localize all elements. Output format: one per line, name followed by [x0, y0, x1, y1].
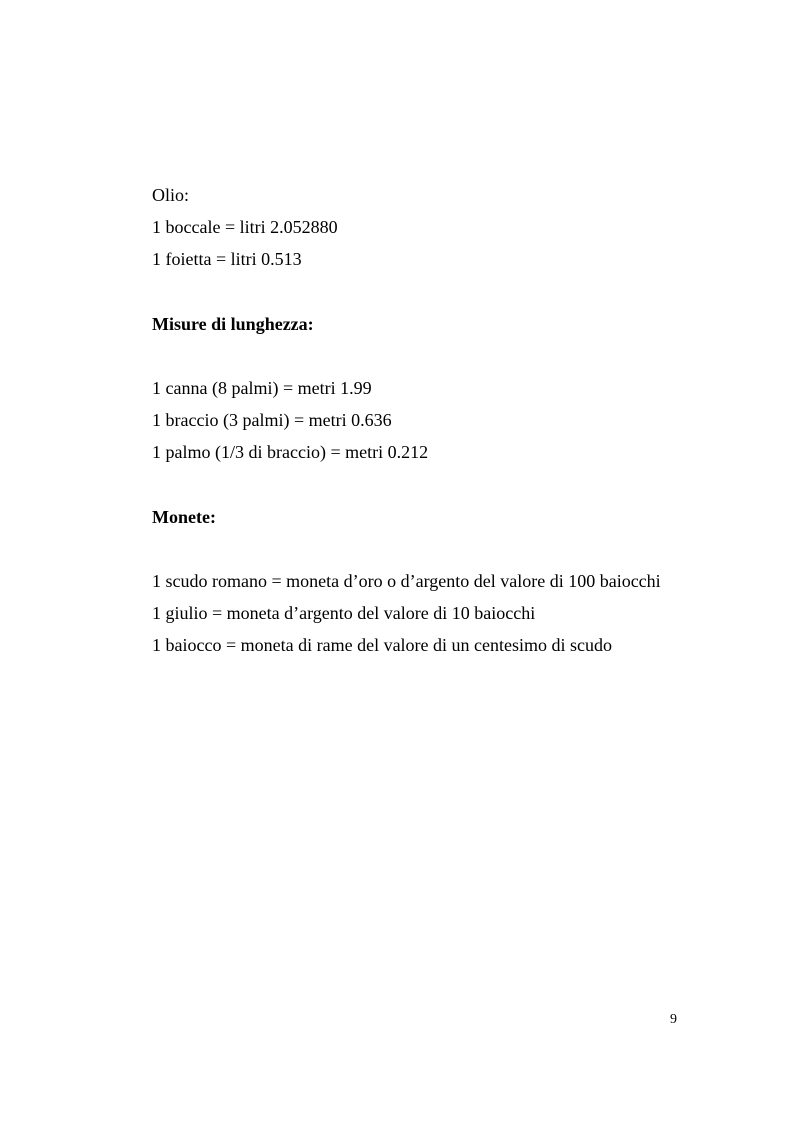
olio-label: Olio: — [152, 185, 190, 205]
monete-line-giulio: 1 giulio = moneta d’argento del valore di 10 baiocchi — [152, 603, 536, 623]
lunghezza-line-palmo: 1 palmo (1/3 di braccio) = metri 0.212 — [152, 442, 429, 462]
monete-line-scudo: 1 scudo romano = moneta d’oro o d’argento del valore di 100 baiocchi — [152, 571, 661, 591]
lunghezza-line-canna: 1 canna (8 palmi) = metri 1.99 — [152, 378, 372, 398]
lunghezza-heading: Misure di lunghezza: — [152, 314, 314, 334]
olio-line-foietta: 1 foietta = litri 0.513 — [152, 249, 302, 269]
monete-heading: Monete: — [152, 507, 216, 527]
olio-line-boccale: 1 boccale = litri 2.052880 — [152, 217, 338, 237]
page-number: 9 — [670, 1012, 677, 1027]
lunghezza-line-braccio: 1 braccio (3 palmi) = metri 0.636 — [152, 410, 392, 430]
monete-line-baiocco: 1 baiocco = moneta di rame del valore di un centesimo di scudo — [152, 635, 613, 655]
